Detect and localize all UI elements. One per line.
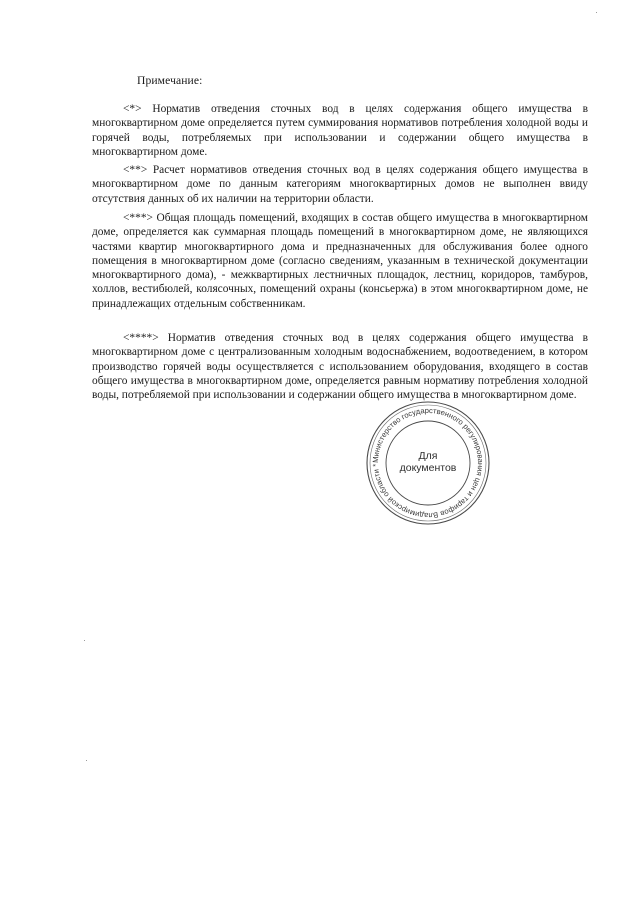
stamp-ring-text: Министерство государственного регулирования цен и тарифов Владимирской области * (370, 405, 486, 521)
scan-speck (596, 12, 597, 13)
footnote-paragraph-2: <**> Расчет нормативов отведения сточных вод в целях содержания общего имущества в многоквартирном доме по данным категориям многоквартирных домов не выполнен ввиду отсутствия данных об их наличии на территории области. (92, 164, 588, 205)
scan-speck (86, 760, 87, 761)
footnote-paragraph-1: <*> Норматив отведения сточных вод в целях содержания общего имущества в многоквартирном доме определяется путем суммирования нормативов потребления холодной воды и горячей воды, потребляемых при использовании и содержании общего имущества в многоквартирном доме. (92, 103, 588, 158)
stamp-center-label (363, 450, 493, 474)
footnote-paragraph-3: <***> Общая площадь помещений, входящих в состав общего имущества в многоквартирном доме, определяется как суммарная площадь помещений в многоквартирном доме, не являющихся частями квартир многоквартирного дома и предназначенных для обслуживания более одного помещения в многоквартирном доме (согласно сведениям, указанным в технической документации многоквартирного дома), - межквартирных лестничных площадок, лестниц, коридоров, тамбуров, холлов, вестибюлей, колясочных, помещений охраны (консьержа) в этом многоквартирном доме, не принадлежащих отдельным собственникам. (92, 212, 588, 310)
official-stamp (363, 398, 493, 528)
scan-speck (84, 640, 85, 641)
note-heading: Примечание: (137, 74, 203, 87)
footnote-paragraph-4: <****> Норматив отведения сточных вод в целях содержания общего имущества в многоквартирном доме с централизованным холодным водоснабжением, водоотведением, в котором производство горячей воды осуществляется с использованием оборудования, входящего в состав общего имущества в многоквартирном доме, определяется равным нормативу потребления холодной воды, потребляемой при использовании и содержании общего имущества в многоквартирном доме. (92, 332, 588, 402)
stamp-center-line-2: документов (399, 462, 457, 474)
stamp-center-line-1: Для (418, 450, 438, 462)
